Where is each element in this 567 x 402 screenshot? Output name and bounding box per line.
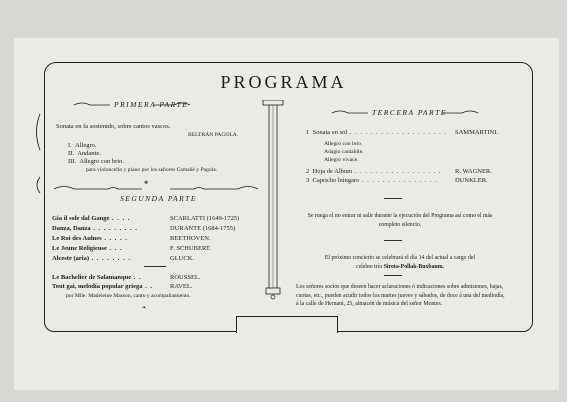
- bracket-left-2: [32, 176, 42, 194]
- segunda-flourish: [50, 183, 260, 193]
- segunda-heading: SEGUNDA PARTE: [120, 194, 197, 203]
- segunda-piece-3: Le Roi des Aulnes . . . . .: [52, 235, 128, 242]
- segunda-composer-1: SCARLATTI (1649-1725): [170, 215, 240, 222]
- tercera-separator-3: [384, 275, 402, 276]
- tercera-composer-2: R. WAGNER.: [455, 168, 492, 175]
- primera-composer: BELTRÁN PAGOLA.: [188, 132, 239, 138]
- primera-movement-3: III. Allegro con brio.: [68, 158, 124, 165]
- segunda-separator: [144, 266, 166, 267]
- segunda-composer-3: BEETHOVEN.: [170, 235, 211, 242]
- segunda-piece-4: Le Jeune Religieuse . . .: [52, 245, 123, 252]
- tercera-movement-3: Allegro vivace.: [324, 157, 359, 163]
- center-divider-ornament: [262, 100, 284, 300]
- program-title: PROGRAMA: [220, 72, 347, 92]
- segunda-composer-4: F. SCHUBERT.: [170, 245, 212, 252]
- primera-sonata-title: Sonata en fa sostenido, sobre cantos vascos.: [56, 123, 171, 130]
- tercera-movement-1: Allegro con brio.: [324, 141, 363, 147]
- tercera-composer-1: SAMMARTINI.: [455, 129, 499, 136]
- tercera-piece-1: 1 Sonata en sol . . . . . . . . . . . . . . . . . . .: [306, 129, 447, 136]
- tercera-next-concert: El próximo concierto se celebrará el día 14 del actual a cargo del celebre trío Sirota-Pollak-Buxbaum.: [324, 255, 476, 270]
- tercera-notice: Se ruega el no entrar ni salir durante la ejecución del Programa así como el más completo silencio.: [307, 213, 493, 228]
- bracket-left: [32, 112, 42, 152]
- tercera-composer-3: DUNKLER.: [455, 177, 488, 184]
- segunda-composer-7: RAVEL.: [170, 283, 193, 290]
- segunda-piece-6: Le Bachelier de Salamanque . .: [52, 274, 142, 281]
- segunda-piece-7: Tout gai, melodía popular griega . .: [52, 283, 153, 290]
- segunda-performers: por Mlle. Madeleine Masson, canto y acompañamiento.: [66, 293, 191, 299]
- frame-notch: [236, 316, 338, 333]
- primera-performers: para violoncello y piano por los señores Camañé y Pagola.: [86, 167, 218, 173]
- tercera-heading: TERCERA PARTE: [372, 108, 447, 117]
- tercera-movement-2: Adagio cantabile.: [324, 149, 364, 155]
- segunda-piece-1: Gia il sole dal Gange . . . .: [52, 215, 131, 222]
- primera-movement-1: I. Allegro.: [68, 142, 97, 149]
- segunda-end-mark: ❧: [142, 306, 147, 311]
- segunda-composer-2: DURANTE (1684-1755): [170, 225, 236, 232]
- segunda-ornament-mark: ✥: [144, 181, 149, 186]
- tercera-separator-2: [384, 240, 402, 241]
- tercera-members-info: Los señores socios que deseen hacer aclaraciones ó indicaciones sobre admisiones, bajas, cuotas, etc., pueden acudir todos los martes jueves y sábados, de doce á una del mediodía, á la calle de Hernani, 25, almacén de música del señor Montes.: [296, 284, 505, 307]
- segunda-composer-5: GLUCK.: [170, 255, 195, 262]
- primera-heading: PRIMERA PARTE: [114, 100, 189, 109]
- segunda-piece-2: Danza, Danza . . . . . . . . .: [52, 225, 138, 232]
- segunda-composer-6: ROUSSEL.: [170, 274, 201, 281]
- tercera-piece-2: 2 Hoja de Album . . . . . . . . . . . . . . . . .: [306, 168, 442, 175]
- tercera-separator-1: [384, 198, 402, 199]
- tercera-piece-3: 3 Capricho húngaro . . . . . . . . . . . . . . .: [306, 177, 439, 184]
- primera-movement-2: II. Andante.: [68, 150, 101, 157]
- segunda-piece-5: Alceste (aria) . . . . . . . .: [52, 255, 131, 262]
